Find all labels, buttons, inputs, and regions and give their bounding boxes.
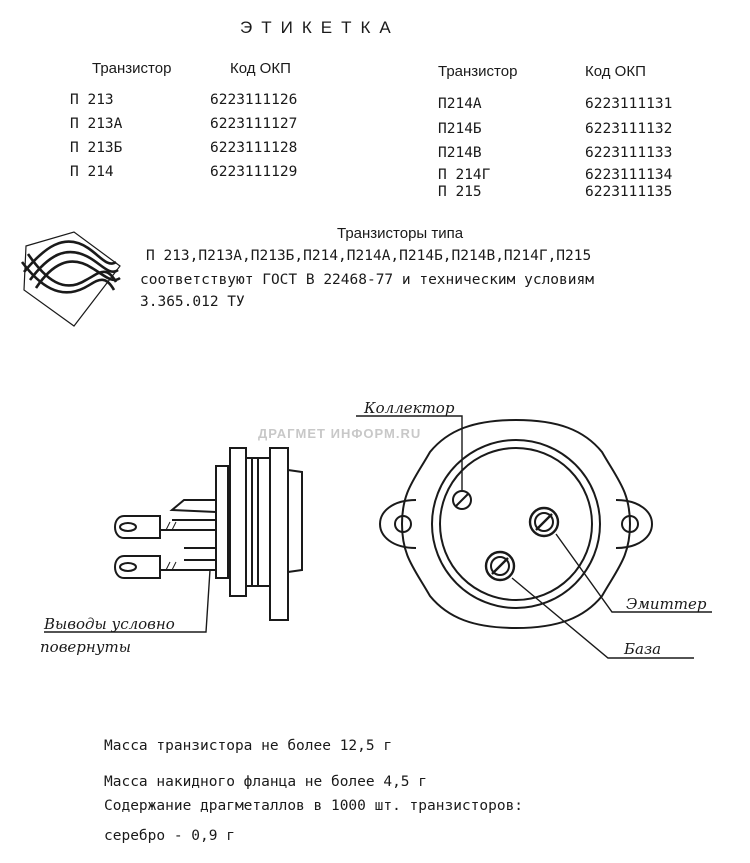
page-title: ЭТИКЕТКА [240,18,400,37]
left-table-type: П 213Б [70,140,123,156]
right-table-type: П 214Г [438,167,491,183]
left-table-code: 6223111129 [210,164,298,180]
types-list: П 213,П213А,П213Б,П214,П214А,П214Б,П214В,П214Г,П215 [146,248,592,264]
right-table-code: 6223111131 [585,96,673,112]
left-table-header-transistor: Транзистор [92,60,172,77]
emitter-label: Эмиттер [626,595,707,613]
base-label: База [624,640,662,658]
precious-metals: Содержание драгметаллов в 1000 шт. транзисторов: [104,798,524,814]
leads-note-line1: Выводы условно [44,615,175,633]
right-table-code: 6223111132 [585,121,673,137]
left-table-header-code: Код ОКП [230,60,291,77]
silver-content: серебро - 0,9 г [104,828,235,844]
left-table-code: 6223111126 [210,92,298,108]
types-compliance: соответствуют ГОСТ В 22468-77 и техническим условиям [140,272,594,288]
flange-plate-left [216,466,228,578]
right-table-code: 6223111133 [585,145,673,161]
leads-note-line2: повернуты [40,638,131,656]
left-table-type: П 214 [70,164,114,180]
flange-mass: Масса накидного фланца не более 4,5 г [104,774,428,790]
right-table-code: 6223111134 [585,167,673,183]
right-table-type: П 215 [438,184,482,200]
types-title: Транзисторы типа [337,225,464,242]
types-spec-number: 3.365.012 ТУ [140,294,245,310]
right-table-type: П214В [438,145,482,161]
right-table-header-code: Код ОКП [585,63,646,80]
right-table-type: П214Б [438,121,482,137]
right-table-code: 6223111135 [585,184,673,200]
transistor-mass: Масса транзистора не более 12,5 г [104,738,393,754]
right-table-header-transistor: Транзистор [438,63,518,80]
left-table-code: 6223111127 [210,116,298,132]
left-table-type: П 213А [70,116,123,132]
left-table-code: 6223111128 [210,140,298,156]
watermark: ДРАГМЕТ ИНФОРМ.RU [258,426,422,441]
collector-label: Коллектор [364,399,455,417]
right-table-type: П214А [438,96,482,112]
left-table-type: П 213 [70,92,114,108]
